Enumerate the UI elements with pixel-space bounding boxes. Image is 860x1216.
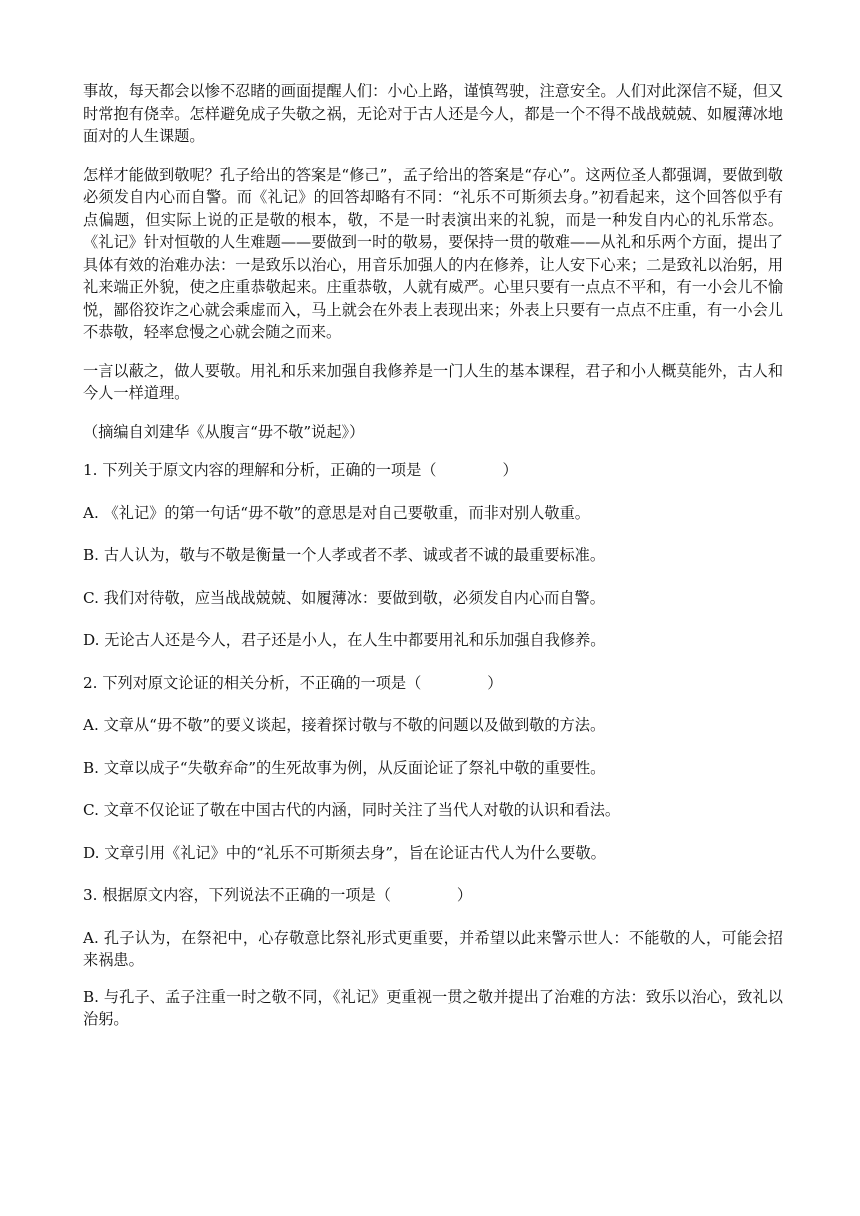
question-2-option-c: C. 文章不仅论证了敬在中国古代的内涵，同时关注了当代人对敬的认识和看法。 (83, 801, 621, 819)
question-stem-close: ） (487, 673, 503, 692)
article-source: （摘编自刘建华《从腹言“毋不敬”说起》） (83, 422, 365, 441)
article-paragraph: 怎样才能做到敬呢？孔子给出的答案是“修己”，孟子给出的答案是“存心”。这两位圣人都强调，要做到敬必须发自内心而自警。而《礼记》的回答却略有不同：“礼乐不可斯须去身。”初看起来，这个回答似乎有点偏题，但实际上说的正是敬的根本，敬，不是一时表演出来的礼貌，而是一种发自内心的礼乐常态。《礼记》针对恒敬的人生难题——要做到一时的敬易，要保持一贯的敬难——从礼和乐两个方面，提出了具体有效的治难办法：一是致乐以治心，用音乐加强人的内在修养，让人安下心来；二是致礼以治躬，用礼来端正外貌，使之庄重恭敬起来。庄重恭敬，人就有威严。心里只要有一点点不平和，有一小会儿不愉悦，鄙俗狡诈之心就会乘虚而入，马上就会在外表上表现出来；外表上只要有一点点不庄重，有一小会儿不恭敬，轻率怠慢之心就会随之而来。 (83, 165, 783, 341)
question-stem-text: 2. 下列对原文论证的相关分析，不正确的一项是（ (83, 673, 422, 692)
question-1-option-c: C. 我们对待敬，应当战战兢兢、如履薄冰：要做到敬，必须发自内心而自警。 (83, 588, 605, 607)
question-3-option-a: A. 孔子认为，在祭祀中，心存敬意比祭礼形式更重要，并希望以此来警示世人：不能敬的人，可能会招来祸患。 (83, 928, 783, 969)
question-1-stem (83, 459, 783, 482)
question-stem-text: 3. 根据原文内容，下列说法不正确的一项是（ (83, 886, 391, 904)
question-2-option-d: D. 文章引用《礼记》中的“礼乐不可斯须去身”，旨在论证古代人为什么要敬。 (83, 843, 606, 862)
question-2-option-a: A. 文章从“毋不敬”的要义谈起，接着探讨敬与不敬的问题以及做到敬的方法。 (83, 716, 606, 734)
document-content (83, 80, 783, 1045)
question-1-option-d: D. 无论古人还是今人，君子还是小人，在人生中都要用礼和乐加强自我修养。 (83, 631, 606, 649)
question-2-stem (83, 672, 783, 695)
question-2-option-b: B. 文章以成子“失敬弃命”的生死故事为例，从反面论证了祭礼中敬的重要性。 (83, 758, 606, 777)
article-paragraph: 事故，每天都会以惨不忍睹的画面提醒人们：小心上路，谨慎驾驶，注意安全。人们对此深信不疑，但又时常抱有侥幸。怎样避免成子失敬之祸，无论对于古人还是今人，都是一个不得不战战兢兢、如履薄冰地面对的人生课题。 (83, 82, 783, 145)
question-3-option-b: B. 与孔子、孟子注重一时之敬不同，《礼记》更重视一贯之敬并提出了治难的方法：致乐以治心，致礼以治躬。 (83, 987, 783, 1028)
question-1-option-b: B. 古人认为，敬与不敬是衡量一个人孝或者不孝、诚或者不诚的最重要标准。 (83, 546, 606, 564)
question-stem-close: ） (456, 886, 473, 904)
question-stem-text: 1. 下列关于原文内容的理解和分析，正确的一项是（ (83, 461, 437, 479)
article-paragraph: 一言以蔽之，做人要敬。用礼和乐来加强自我修养是一门人生的基本课程，君子和小人概莫能外，古人和今人一样道理。 (83, 361, 783, 402)
question-1-option-a: A. 《礼记》的第一句话“毋不敬”的意思是对自己要敬重，而非对别人敬重。 (83, 503, 590, 522)
question-3-stem (83, 884, 783, 907)
question-stem-close: ） (502, 461, 518, 479)
